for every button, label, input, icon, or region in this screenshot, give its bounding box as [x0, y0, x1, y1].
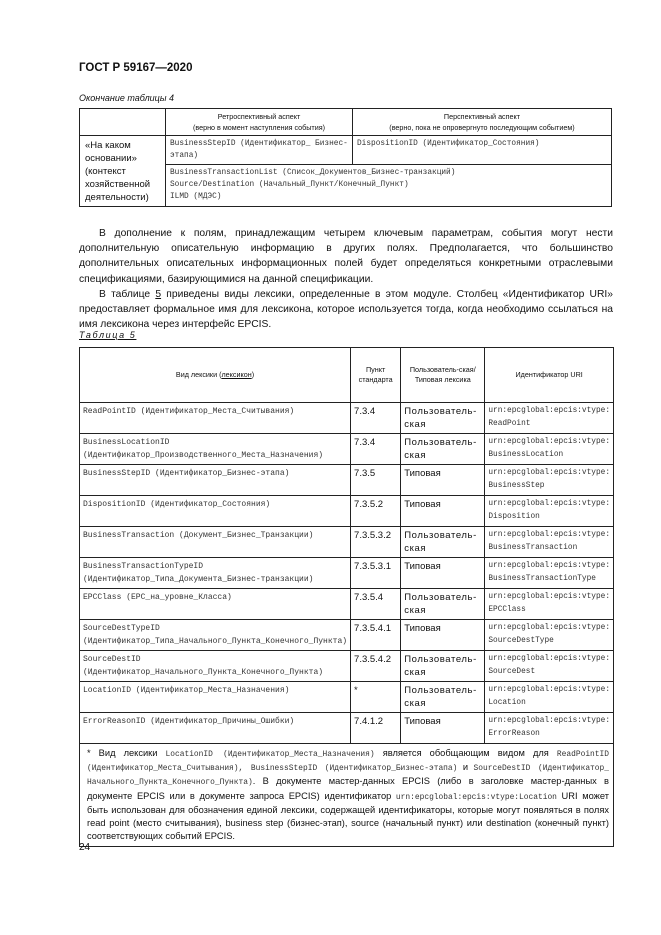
table5-col3-header: Пользователь-ская/Типовая лексика — [401, 348, 485, 403]
uri-cell: urn:epcglobal:epcis:vtype: ErrorReason — [485, 713, 614, 744]
note-code: SourceDestID (Идентификатор_ Начального_Пункта_Конечного_Пункта) — [87, 764, 610, 788]
table5-caption-text: Таблица 5 — [79, 330, 137, 340]
table4-col1-header: Ретроспективный аспект (верно в момент наступления события) — [166, 109, 353, 136]
uri-cell: urn:epcglobal:epcis:vtype: SourceDestType — [485, 620, 614, 651]
clause-cell: 7.3.5.4 — [351, 589, 401, 620]
table4-row-label: «На каком основании» (контекст хозяйственной деятельности) — [80, 136, 166, 207]
note-code: urn:epcglobal:epcis:vtype:Location — [395, 792, 557, 802]
note-text: и — [457, 762, 474, 773]
kind-cell: Типовая — [401, 558, 485, 589]
page-number: 24 — [79, 842, 91, 853]
lexicon-name-cell: BusinessTransactionTypeID (Идентификатор_Типа_Документа_Бизнес-транзакции) — [80, 558, 351, 589]
uri-cell: urn:epcglobal:epcis:vtype: BusinessTransactionType — [485, 558, 614, 589]
note-text: . В документе мастер-данных EPCIS (либо в заголовке мастер-данных в документе EPCIS или в документе запроса EPCIS) идентификатор — [87, 776, 609, 801]
header-text: ) — [251, 370, 255, 379]
header-text: Вид лексики ( — [175, 370, 222, 379]
kind-cell: Типовая — [401, 620, 485, 651]
paragraph — [79, 287, 613, 333]
lexicon-name-cell: BusinessTransaction (Документ_Бизнес_Транзакции) — [80, 527, 351, 558]
uri-cell: urn:epcglobal:epcis:vtype: BusinessTransaction — [485, 527, 614, 558]
lexicon-name-cell: DispositionID (Идентификатор_Состояния) — [80, 496, 351, 527]
paragraph-text: приведены виды лексики, определенные в этом модуле. Столбец «Идентификатор URI» предоставляет формальное имя для лексикона, которое используется тогда, когда необходимо ссылаться на имя лексикона через интерфейс EPCIS. — [79, 289, 613, 331]
note-text: URI может быть использован для обозначения единой лексики, содержащей идентификаторы, которые могут появляться в полях read point (место считывания), business step (бизнес-этап), source (начальный пункт) или destination (конечный пункт) соответствующих событий EPCIS. — [87, 790, 609, 842]
kind-cell: Типовая — [401, 713, 485, 744]
paragraph: В дополнение к полям, принадлежащим четырем ключевым параметрам, события могут нести дополнительную описательную информацию в других полях. Предполагается, что большинство дополнительных описательных информационных полей будет определяться конкретными отраслевыми спецификациями, базирующимися на данной спецификации. — [79, 228, 613, 285]
uri-cell: urn:epcglobal:epcis:vtype: ReadPoint — [485, 403, 614, 434]
kind-cell: Типовая — [401, 465, 485, 496]
table5-note-row — [80, 744, 614, 847]
table4-col2-header: Перспективный аспект (верно, пока не опровергнуто последующим событием) — [353, 109, 612, 136]
kind-cell: Пользователь-ская — [401, 651, 485, 682]
uri-cell: urn:epcglobal:epcis:vtype: SourceDest — [485, 651, 614, 682]
table4-cell: BusinessTransactionList (Список_Документов_Бизнес-транзакций) Source/Destination (Начальный_Пункт/Конечный_Пункт) ILMD (МДЭС) — [166, 165, 612, 207]
table4-row — [80, 136, 612, 165]
lexicon-name-cell: ReadPointID (Идентификатор_Места_Считывания) — [80, 403, 351, 434]
paragraph-text: В таблице — [99, 289, 156, 300]
table-row — [80, 651, 614, 682]
clause-cell: 7.3.5 — [351, 465, 401, 496]
lexicon-name-cell: SourceDestTypeID (Идентификатор_Типа_Начального_Пункта_Конечного_Пункта) — [80, 620, 351, 651]
clause-cell: 7.3.5.4.1 — [351, 620, 401, 651]
lexicon-name-cell: EPCClass (EPC_на_уровне_Класса) — [80, 589, 351, 620]
table-4 — [79, 108, 612, 207]
kind-cell: Типовая — [401, 496, 485, 527]
clause-cell: 7.4.1.2 — [351, 713, 401, 744]
table-row — [80, 403, 614, 434]
lexicon-name-cell: SourceDestID (Идентификатор_Начального_Пункта_Конечного_Пункта) — [80, 651, 351, 682]
note-code: ReadPointID (Идентификатор_Места_Считывания), BusinessStepID (Идентификатор_Бизнес-этапа) — [87, 750, 609, 774]
document-header: ГОСТ Р 59167—2020 — [79, 62, 193, 74]
table5-col4-header: Идентификатор URI — [485, 348, 614, 403]
table-link[interactable]: 5 — [155, 289, 162, 300]
kind-cell: Пользователь-ская — [401, 434, 485, 465]
clause-cell: 7.3.5.3.2 — [351, 527, 401, 558]
table-row — [80, 713, 614, 744]
uri-cell: urn:epcglobal:epcis:vtype: Location — [485, 682, 614, 713]
clause-cell: 7.3.5.4.2 — [351, 651, 401, 682]
table-row — [80, 465, 614, 496]
clause-cell: * — [351, 682, 401, 713]
clause-cell: 7.3.5.2 — [351, 496, 401, 527]
note-code: LocationID (Идентификатор_Места_Назначения) — [165, 750, 375, 759]
table5-col2-header: Пункт стандарта — [351, 348, 401, 403]
uri-cell: urn:epcglobal:epcis:vtype: EPCClass — [485, 589, 614, 620]
lexicon-name-cell: BusinessLocationID (Идентификатор_Производственного_Места_Назначения) — [80, 434, 351, 465]
uri-cell: urn:epcglobal:epcis:vtype: Disposition — [485, 496, 614, 527]
clause-cell: 7.3.5.3.1 — [351, 558, 401, 589]
table4-cell: BusinessStepID (Идентификатор_ Бизнес-этапа) — [166, 136, 353, 165]
table4-header-row — [80, 109, 612, 136]
lexicon-name-cell: LocationID (Идентификатор_Места_Назначения) — [80, 682, 351, 713]
table-row — [80, 589, 614, 620]
kind-cell: Пользователь-ская — [401, 527, 485, 558]
table4-cell: DispositionID (Идентификатор_Состояния) — [353, 136, 612, 165]
header-link[interactable]: лексикон — [221, 370, 252, 379]
kind-cell: Пользователь-ская — [401, 403, 485, 434]
note-text: * Вид лексики — [87, 748, 166, 758]
table-5 — [79, 347, 614, 847]
table5-caption — [79, 330, 136, 340]
table-row — [80, 682, 614, 713]
table5-col1-header — [80, 348, 351, 403]
table-row — [80, 620, 614, 651]
table-row — [80, 496, 614, 527]
kind-cell: Пользователь-ская — [401, 682, 485, 713]
table-row — [80, 527, 614, 558]
table5-body — [80, 403, 614, 744]
table-row — [80, 558, 614, 589]
uri-cell: urn:epcglobal:epcis:vtype: BusinessStep — [485, 465, 614, 496]
uri-cell: urn:epcglobal:epcis:vtype: BusinessLocation — [485, 434, 614, 465]
table4-caption: Окончание таблицы 4 — [79, 93, 174, 103]
note-text: является обобщающим видом для — [374, 748, 557, 758]
table4-empty-header — [80, 109, 166, 136]
table5-header-row — [80, 348, 614, 403]
clause-cell: 7.3.4 — [351, 434, 401, 465]
table5-footnote — [80, 744, 614, 847]
table-row — [80, 434, 614, 465]
kind-cell: Пользователь-ская — [401, 589, 485, 620]
lexicon-name-cell: ErrorReasonID (Идентификатор_Причины_Ошибки) — [80, 713, 351, 744]
clause-cell: 7.3.4 — [351, 403, 401, 434]
lexicon-name-cell: BusinessStepID (Идентификатор_Бизнес-этапа) — [80, 465, 351, 496]
